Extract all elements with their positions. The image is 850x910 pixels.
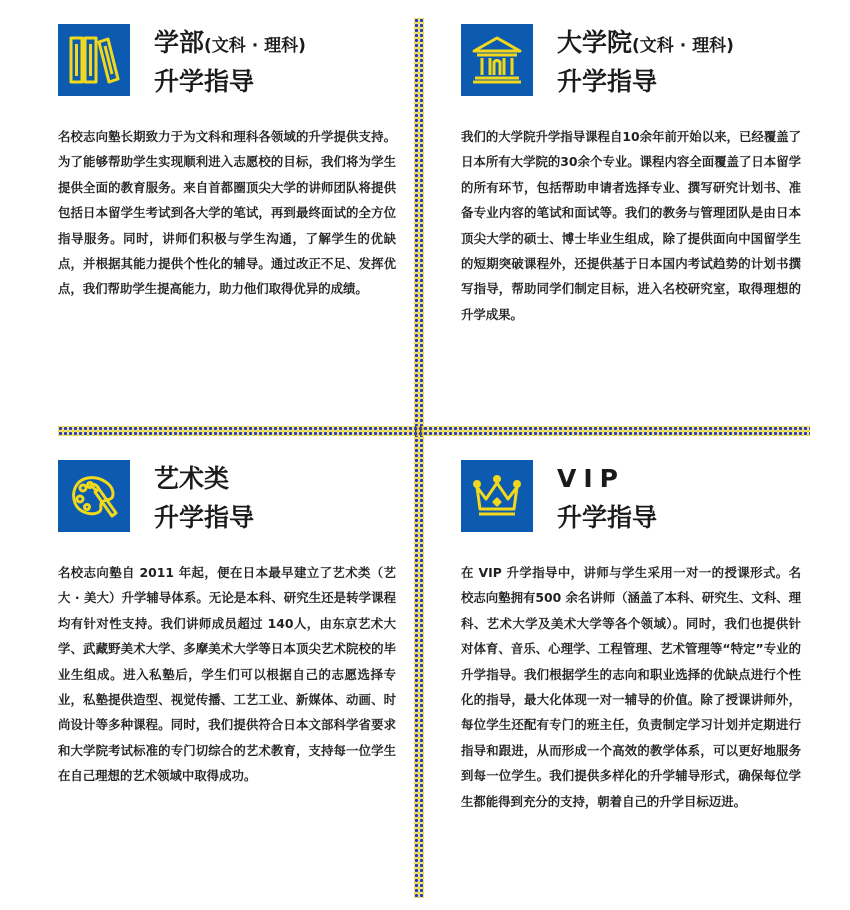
section-title-line2: 升学指导 <box>557 503 658 532</box>
section-art <box>58 460 396 789</box>
section-graduate-school <box>461 24 801 327</box>
section-body: 名校志向塾自 2011 年起，便在日本最早建立了艺术类（艺大 · 美大）升学辅导体系。无论是本科、研究生还是转学课程均有针对性支持。我们讲师成员超过 140人，由东京艺术大学、武藏野美术大学、多摩美术大学等日本顶尖艺术院校的毕业生组成。进入私塾后，学生们可以根据自己的志愿选择专业，私塾提供造型、视觉传播、工艺工业、新媒体、动画、时尚设计等多种课程。同时，我们提供符合日本文部科学省要求和大学院考试标准的专门切综合的艺术教育，支持每一位学生在自己理想的艺术领域中取得成功。 <box>58 565 396 784</box>
section-header <box>58 460 396 542</box>
section-title: 学部(文科 · 理科) <box>154 28 306 57</box>
section-body: 在 VIP 升学指导中，讲师与学生采用一对一的授课形式。名校志向塾拥有500 余名讲师（涵盖了本科、研究生、文科、理科、艺术大学及美术大学等各个领域）。同时，我们也提供针对体育、音乐、心理学、工程管理、艺术管理等“特定”专业的升学指导。我们根据学生的志向和职业选择的优缺点进行个性化的指导，最大化体现一对一辅导的价值。除了授课讲师外，每位学生还配有专门的班主任，负责制定学习计划并定期进行指导和跟进，从而形成一个高效的教学体系，可以更好地服务到每一位学生。我们提供多样化的升学辅导形式，确保每位学生都能得到充分的支持，朝着自己的升学目标迈进。 <box>461 565 801 809</box>
section-title-line2: 升学指导 <box>154 503 255 532</box>
section-title-line2: 升学指导 <box>154 67 255 96</box>
section-title: 艺术类 <box>154 464 230 493</box>
section-vip <box>461 460 801 814</box>
section-body: 我们的大学院升学指导课程自10余年前开始以来，已经覆盖了日本所有大学院的30余个专业。课程内容全面覆盖了日本留学的所有环节，包括帮助申请者选择专业、撰写研究计划书、准备专业内容的笔试和面试等。我们的教务与管理团队是由日本顶尖大学的硕士、博士毕业生组成，除了提供面向中国留学生的短期突破课程外，还提供基于日本国内考试趋势的计划书撰写指导，帮助同学们制定目标，进入名校研究室，取得理想的升学成果。 <box>461 129 801 322</box>
crown-icon <box>461 460 533 532</box>
section-title: 大学院(文科 · 理科) <box>557 28 734 57</box>
section-body: 名校志向塾长期致力于为文科和理科各领域的升学提供支持。为了能够帮助学生实现顺利进入志愿校的目标，我们将为学生提供全面的教育服务。来自首都圈顶尖大学的讲师团队将提供包括日本留学生考试到各大学的笔试，再到最终面试的全方位指导服务。同时，讲师们积极与学生沟通，了解学生的优缺点，并根据其能力提供个性化的辅导。通过改正不足、发挥优点，我们帮助学生提高能力，助力他们取得优异的成绩。 <box>58 129 396 297</box>
section-title-line2: 升学指导 <box>557 67 658 96</box>
section-undergraduate <box>58 24 396 302</box>
section-subtitle: (文科 · 理科) <box>204 36 306 56</box>
vertical-dotted-divider <box>414 18 424 898</box>
section-header <box>58 24 396 106</box>
university-building-icon <box>461 24 533 96</box>
palette-brush-icon <box>58 460 130 532</box>
section-header <box>461 24 801 106</box>
books-icon <box>58 24 130 96</box>
section-header <box>461 460 801 542</box>
horizontal-dotted-divider <box>58 426 810 436</box>
section-subtitle: (文科 · 理科) <box>632 36 734 56</box>
section-title: VIP <box>557 464 625 493</box>
